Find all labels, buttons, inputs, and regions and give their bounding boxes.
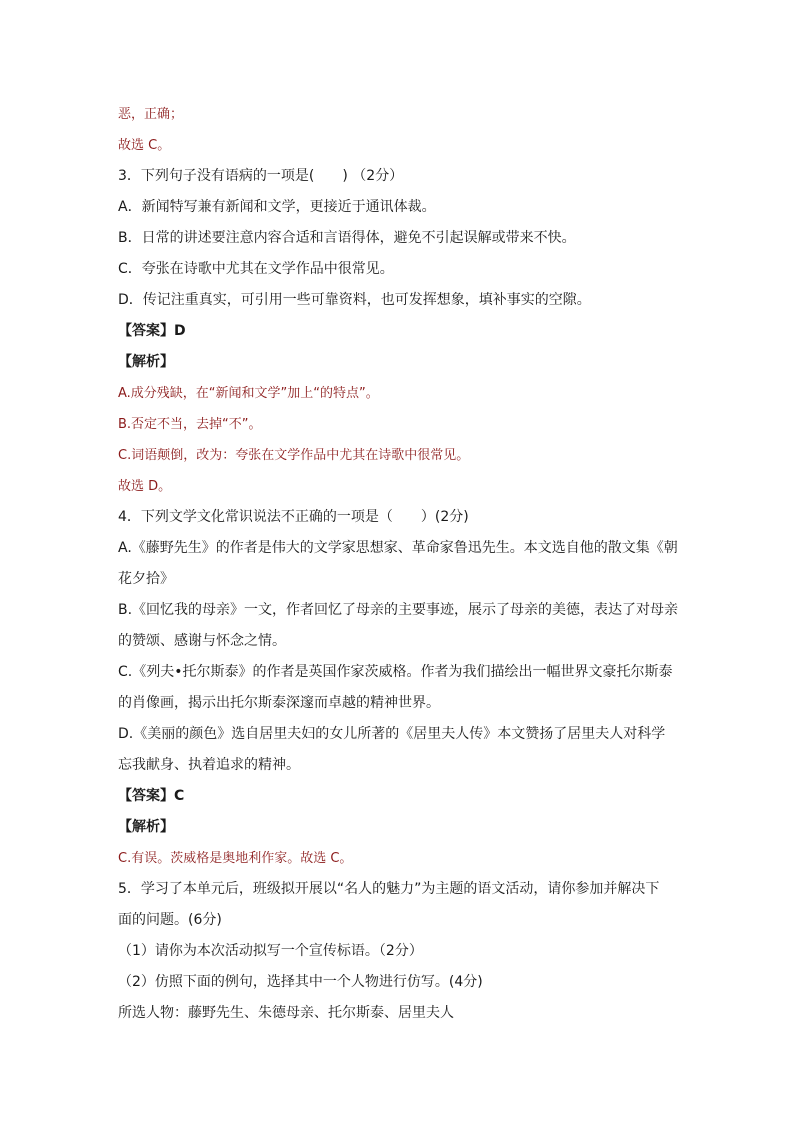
- analysis-conclusion: 故选 C。: [118, 138, 171, 153]
- question-3-analysis-a: A.成分残缺，在“新闻和文学”加上“的特点”。: [118, 386, 379, 401]
- question-3-option-c: C．夸张在诗歌中尤其在文学作品中很常见。: [118, 261, 394, 277]
- question-4-option-d: D.《美丽的颜色》选自居里夫妇的女儿所著的《居里夫人传》本文赞扬了居里夫人对科学: [118, 726, 666, 742]
- question-4-stem: 4．下列文学文化常识说法不正确的一项是（ ）(2分): [118, 509, 469, 525]
- question-3-stem: 3．下列句子没有语病的一项是( ) （2分）: [118, 168, 404, 184]
- question-3-option-a: A．新闻特写兼有新闻和文学，更接近于通讯体裁。: [118, 199, 436, 215]
- question-3-conclusion: 故选 D。: [118, 479, 172, 494]
- question-4-option-c-cont: 的肖像画，揭示出托尔斯泰深邃而卓越的精神世界。: [118, 695, 440, 711]
- question-3-answer: 【答案】D: [118, 323, 186, 339]
- question-5-stem-cont: 面的问题。(6分): [118, 912, 222, 928]
- question-4-option-a: A.《藤野先生》的作者是伟大的文学家思想家、革命家鲁迅先生。本文选自他的散文集《朝: [118, 540, 678, 556]
- question-3-analysis-heading: 【解析】: [118, 354, 174, 370]
- question-3-analysis-b: B.否定不当，去掉“不”。: [118, 417, 262, 432]
- question-3-option-b: B．日常的讲述要注意内容合适和言语得体，避免不引起误解或带来不快。: [118, 230, 576, 246]
- question-4-option-d-cont: 忘我献身、执着追求的精神。: [118, 757, 300, 773]
- question-3-option-d: D．传记注重真实，可引用一些可靠资料，也可发挥想象，填补事实的空隙。: [118, 292, 591, 308]
- question-5-part-2: （2）仿照下面的例句，选择其中一个人物进行仿写。(4分): [118, 974, 483, 990]
- question-4-option-c: C.《列夫•托尔斯泰》的作者是英国作家茨威格。作者为我们描绘出一幅世界文豪托尔斯泰: [118, 664, 673, 680]
- document-body: [118, 99, 678, 1029]
- question-4-answer: 【答案】C: [118, 788, 185, 804]
- question-5-persons: 所选人物：藤野先生、朱德母亲、托尔斯泰、居里夫人: [118, 1005, 454, 1021]
- question-4-option-b-cont: 的赞颂、感谢与怀念之情。: [118, 633, 286, 649]
- question-4-option-b: B.《回忆我的母亲》一文，作者回忆了母亲的主要事迹，展示了母亲的美德，表达了对母亲: [118, 602, 679, 618]
- question-4-analysis-heading: 【解析】: [118, 819, 174, 835]
- question-3-analysis-c: C.词语颠倒，改为：夸张在文学作品中尤其在诗歌中很常见。: [118, 448, 470, 463]
- analysis-line: 恶，正确；: [118, 107, 184, 122]
- question-5-part-1: （1）请你为本次活动拟写一个宣传标语。（2分）: [118, 943, 423, 959]
- question-5-stem: 5．学习了本单元后，班级拟开展以“名人的魅力”为主题的语文活动，请你参加并解决下: [118, 881, 660, 897]
- question-4-analysis: C.有误。茨威格是奥地利作家。故选 C。: [118, 851, 353, 866]
- question-4-option-a-cont: 花夕拾》: [118, 571, 174, 587]
